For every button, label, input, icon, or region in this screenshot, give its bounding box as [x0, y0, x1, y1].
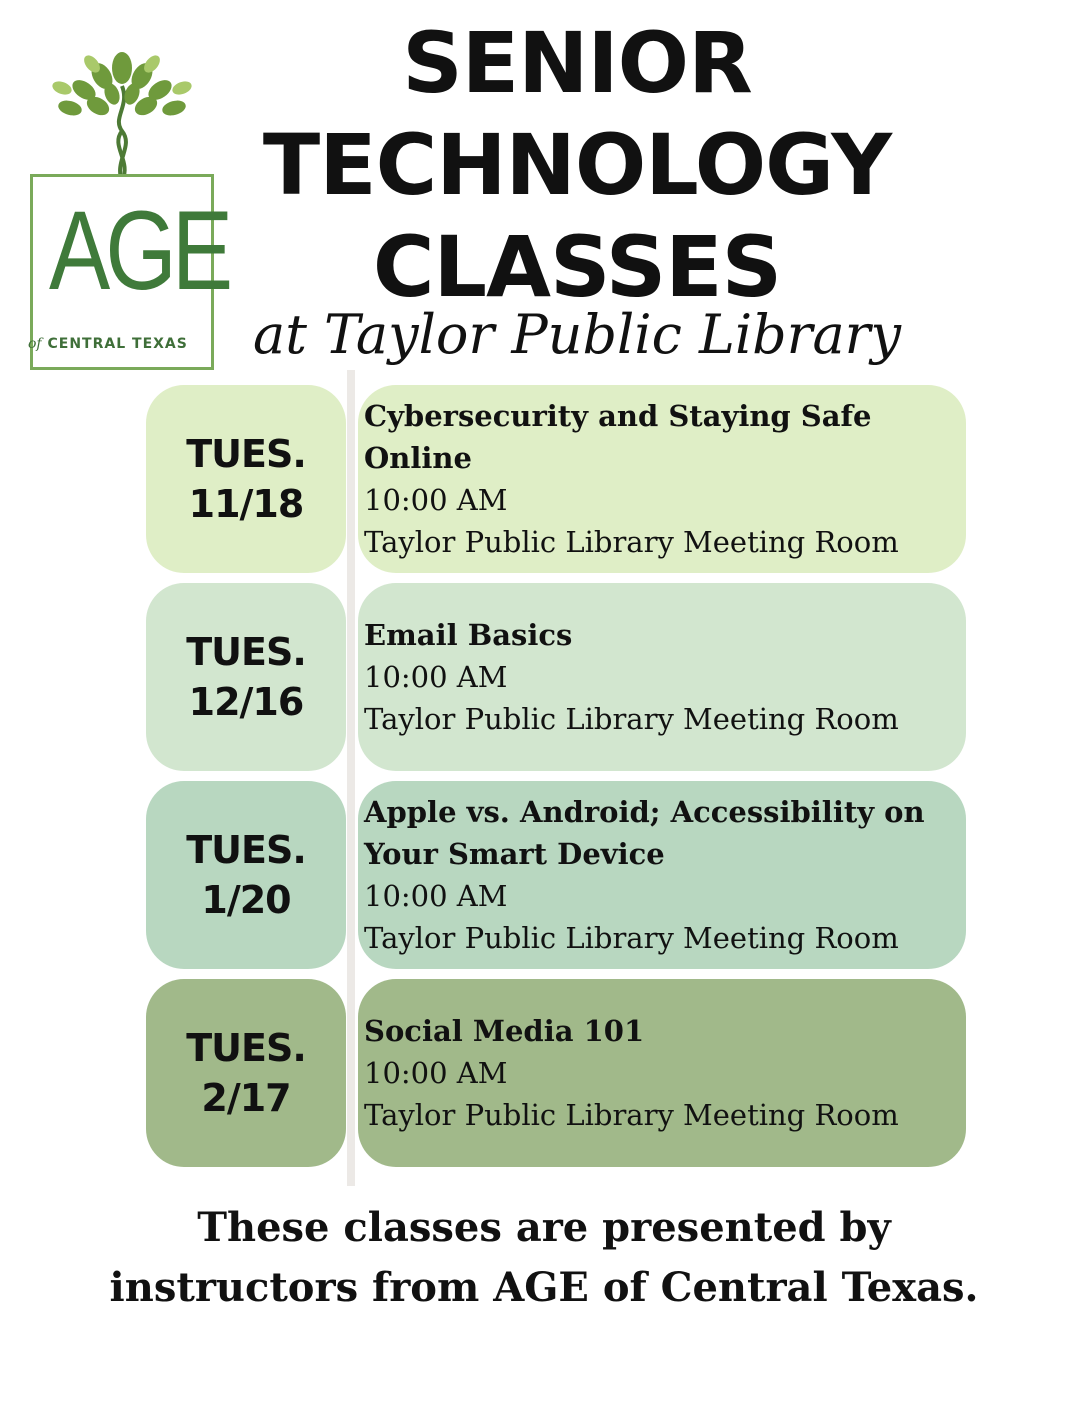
page-title — [222, 12, 932, 318]
class-day: TUES. — [186, 432, 306, 476]
class-time: 10:00 AM — [364, 660, 508, 694]
class-row — [146, 979, 966, 1167]
age-logo — [22, 46, 229, 366]
class-day: TUES. — [186, 630, 306, 674]
title-line-1: SENIOR — [402, 14, 752, 112]
class-date — [146, 583, 346, 771]
class-location: Taylor Public Library Meeting Room — [364, 921, 899, 955]
class-date-value: 1/20 — [201, 878, 291, 922]
class-details — [358, 385, 966, 573]
class-row — [146, 583, 966, 771]
tree-icon — [22, 46, 222, 186]
class-row — [146, 781, 966, 969]
class-title: Email Basics — [364, 618, 573, 652]
class-details — [358, 979, 966, 1167]
title-line-3: CLASSES — [372, 218, 782, 316]
class-date — [146, 781, 346, 969]
class-location: Taylor Public Library Meeting Room — [364, 702, 899, 736]
class-title: Cybersecurity and Staying Safe Online — [364, 399, 872, 475]
class-date-value: 2/17 — [201, 1076, 291, 1120]
footer-line-1: These classes are presented by — [197, 1204, 891, 1251]
class-day: TUES. — [186, 828, 306, 872]
class-date-value: 11/18 — [188, 482, 304, 526]
class-title: Social Media 101 — [364, 1014, 645, 1048]
class-row — [146, 385, 966, 573]
class-location: Taylor Public Library Meeting Room — [364, 1098, 899, 1132]
footer-note — [60, 1198, 1028, 1318]
class-date — [146, 385, 346, 573]
class-time: 10:00 AM — [364, 1056, 508, 1090]
class-location: Taylor Public Library Meeting Room — [364, 525, 899, 559]
class-time: 10:00 AM — [364, 879, 508, 913]
class-date-value: 12/16 — [188, 680, 304, 724]
class-details — [358, 583, 966, 771]
class-title-line-2: Your Smart Device — [364, 837, 665, 871]
class-title-line-1: Apple vs. Android; Accessibility on — [364, 795, 925, 829]
class-day: TUES. — [186, 1026, 306, 1070]
class-date — [146, 979, 346, 1167]
logo-wordmark: AGE — [49, 188, 229, 313]
logo-subtitle: of CENTRAL TEXAS — [28, 336, 188, 352]
page-subtitle: at Taylor Public Library — [253, 303, 901, 366]
title-line-2: TECHNOLOGY — [262, 116, 892, 214]
footer-line-2: instructors from AGE of Central Texas. — [109, 1264, 979, 1311]
class-details — [358, 781, 966, 969]
class-time: 10:00 AM — [364, 483, 508, 517]
